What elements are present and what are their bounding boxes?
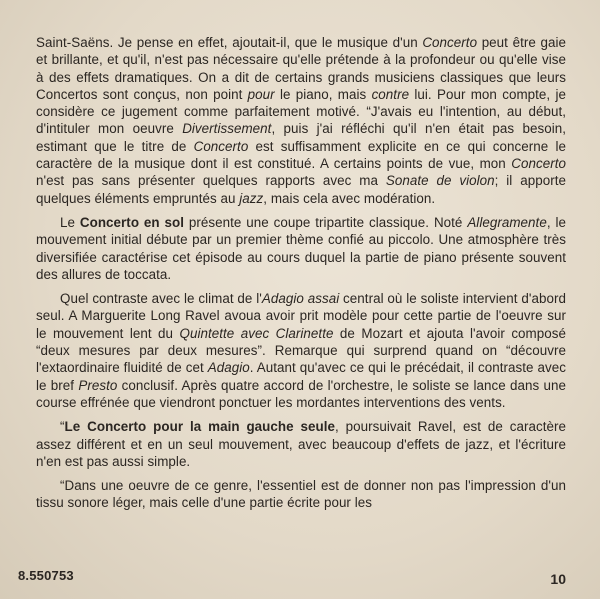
text-run: peut être gaie et brillante, et qu'il, n'est pas nécessaire qu'elle prétende à la profondeur ou qu'elle vise à des effets dramatiques. On a dit de certains grands musiciens classiques que leurs Concertos sont conçus, non point — [36, 35, 566, 102]
paragraph-4 — [36, 418, 566, 470]
italic-text: pour — [247, 86, 275, 102]
text-run: ; il apporte quelques éléments empruntés au — [36, 173, 566, 206]
text-run: , mais cela avec modération. — [263, 190, 436, 206]
italic-text: Presto — [78, 377, 118, 393]
text-run: “Dans une oeuvre de ce genre, l'essentiel est de donner non pas l'impression d'un tissu sonore léger, mais celle d'une partie écrite pour les — [36, 478, 566, 511]
italic-text: jazz — [239, 190, 264, 206]
text-run: de Mozart et ajouta l'avoir composé “deux mesures par deux mesures”. Remarque qui surprend quand on “découvre l'extaordinaire fluidité de cet — [36, 325, 566, 376]
text-run: central où le soliste intervient d'abord seul. A Marguerite Long Ravel avoua avoir prit modèle pour cette partie de l'oeuvre sur le mouvement lent du — [36, 291, 567, 341]
italic-text: Adagio assai — [261, 291, 340, 307]
italic-text: Allegramente — [467, 214, 547, 230]
italic-text: Concerto — [511, 156, 566, 172]
text-run: lui. Pour mon compte, je considère ce jugement comme parfaitement motivé. “J'avais eu l'intention, au début, d'intituler mon oeuvre — [36, 86, 566, 137]
text-run: , puis j'ai réfléchi qu'il n'en était pas besoin, estimant que le titre de — [36, 121, 566, 154]
paragraph-5 — [36, 477, 566, 512]
text-run: Le — [60, 214, 80, 230]
italic-text: Concerto — [422, 35, 478, 50]
text-run: “ — [60, 419, 65, 435]
page-body — [36, 34, 566, 519]
italic-text: Concerto — [193, 138, 249, 154]
italic-text: Sonate de violon — [385, 173, 495, 189]
text-run: n'est pas sans présenter quelques rapports avec ma — [36, 173, 386, 189]
paragraph-3 — [36, 290, 566, 411]
paragraph-2 — [36, 214, 566, 283]
bold-text: Le Concerto pour la main gauche seule — [64, 419, 336, 435]
text-run: , le mouvement initial débute par un premier thème confié au piccolo. Une atmosphère très diversifiée caractérise cet épisode au cours duquel la partie de piano présente souvent des allures de toccata. — [36, 214, 566, 282]
page-number: 10 — [550, 571, 566, 587]
catalog-number: 8.550753 — [18, 568, 74, 583]
text-run: Saint-Saëns. Je pense en effet, ajoutait-il, que le musique d'un — [36, 35, 423, 50]
italic-text: Divertissement — [182, 121, 272, 137]
italic-text: Adagio — [207, 360, 250, 376]
paragraph-1 — [36, 34, 566, 207]
text-run: conclusif. Après quatre accord de l'orchestre, le soliste se lance dans une course effrénée que viendront ponctuer les mordantes interventions des vents. — [36, 377, 566, 410]
bold-text: Concerto en sol — [79, 214, 185, 230]
text-run: présente une coupe tripartite classique. Noté — [184, 214, 468, 230]
italic-text: contre — [371, 86, 410, 102]
text-run: Quel contraste avec le climat de l' — [60, 291, 262, 307]
text-run: le piano, mais — [274, 86, 372, 102]
italic-text: Quintette avec Clarinette — [179, 325, 334, 341]
text-run: est suffisamment explicite en ce qui concerne le caractère de la musique dont il est constitué. A certains points de vue, mon — [36, 138, 567, 172]
text-run: , poursuivait Ravel, est de caractère assez différent et en un seul mouvement, avec beaucoup d'effets de jazz, et l'écriture n'en est pas aussi simple. — [36, 419, 566, 469]
text-run: . Autant qu'avec ce qui le précédait, il contraste avec le bref — [36, 360, 566, 393]
